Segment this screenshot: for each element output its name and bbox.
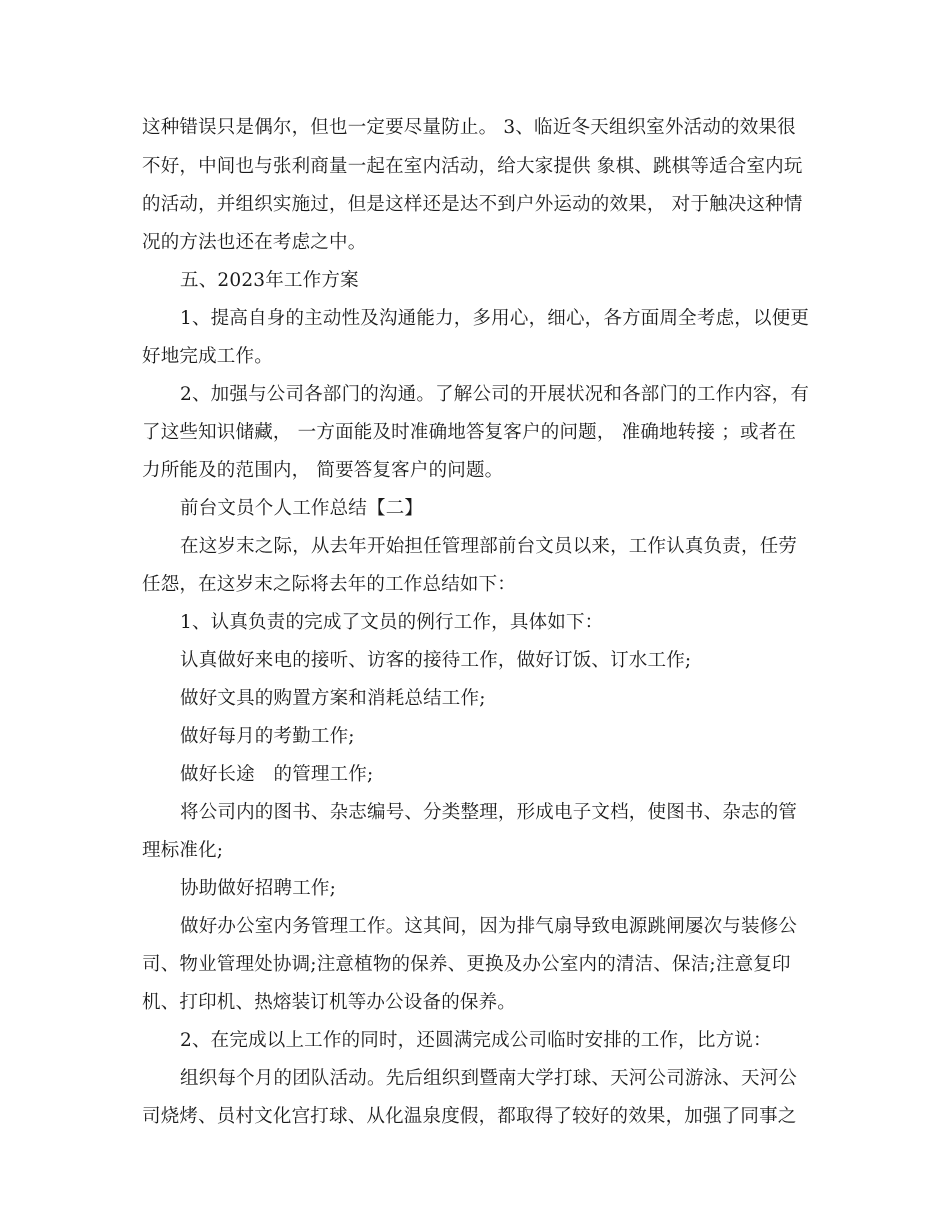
text-line: 司烧烤、员村文化宫打球、从化温泉度假，都取得了较好的效果，加强了同事之 [142,1106,797,1127]
text-line: 1、提高自身的主动性及沟通能力，多用心，细心，各方面周全考虑，以便更 [180,308,810,329]
text-line: 机、打印机、热熔装订机等办公设备的保养。 [142,992,517,1013]
text-line: 了这些知识储藏， 一方面能及时准确地答复客户的问题， 准确地转接 ；或者在 [142,422,797,443]
text-line: 司、物业管理处协调;注意植物的保养、更换及办公室内的清洁、保洁;注意复印 [142,954,791,975]
text-line: 1、认真负责的完成了文员的例行工作，具体如下： [180,612,604,633]
text-line: 的活动，并组织实施过，但是这样还是达不到户外运动的效果， 对于触决这种情 [142,194,803,215]
text-line: 做好长途 的管理工作; [180,764,374,785]
text-line: 2、在完成以上工作的同时，还圆满完成公司临时安排的工作，比方说： [180,1030,772,1051]
text-line: 理标准化; [142,840,224,861]
section-heading: 前台文员个人工作总结【二】 [180,498,424,519]
text-line: 做好每月的考勤工作; [180,726,355,747]
text-line: 协助做好招聘工作; [180,878,337,899]
text-line: 认真做好来电的接听、访客的接待工作，做好订饭、订水工作; [180,650,692,671]
text-line: 不好，中间也与张利商量一起在室内活动，给大家提供 象棋、跳棋等适合室内玩 [142,156,803,177]
text-line: 2、加强与公司各部门的沟通。了解公司的开展状况和各部门的工作内容，有 [180,384,810,405]
text-line: 做好文具的购置方案和消耗总结工作; [180,688,486,709]
text-line: 做好办公室内务管理工作。这其间，因为排气扇导致电源跳闸屡次与装修公 [180,916,798,937]
text-line: 任怨，在这岁末之际将去年的工作总结如下： [142,574,517,595]
text-line: 况的方法也还在考虑之中。 [142,232,367,253]
section-heading: 五、2023年工作方案 [180,270,359,291]
text-line: 力所能及的范围内， 简要答复客户的问题。 [142,460,504,481]
text-line: 组织每个月的团队活动。先后组织到暨南大学打球、天河公司游泳、天河公 [180,1068,798,1089]
text-line: 将公司内的图书、杂志编号、分类整理，形成电子文档，使图书、杂志的管 [180,802,798,823]
text-line: 这种错误只是偶尔，但也一定要尽量防止。 3、临近冬天组织室外活动的效果很 [142,117,796,138]
text-line: 好地完成工作。 [142,346,273,367]
text-line: 在这岁末之际，从去年开始担任管理部前台文员以来，工作认真负责，任劳 [180,536,798,557]
